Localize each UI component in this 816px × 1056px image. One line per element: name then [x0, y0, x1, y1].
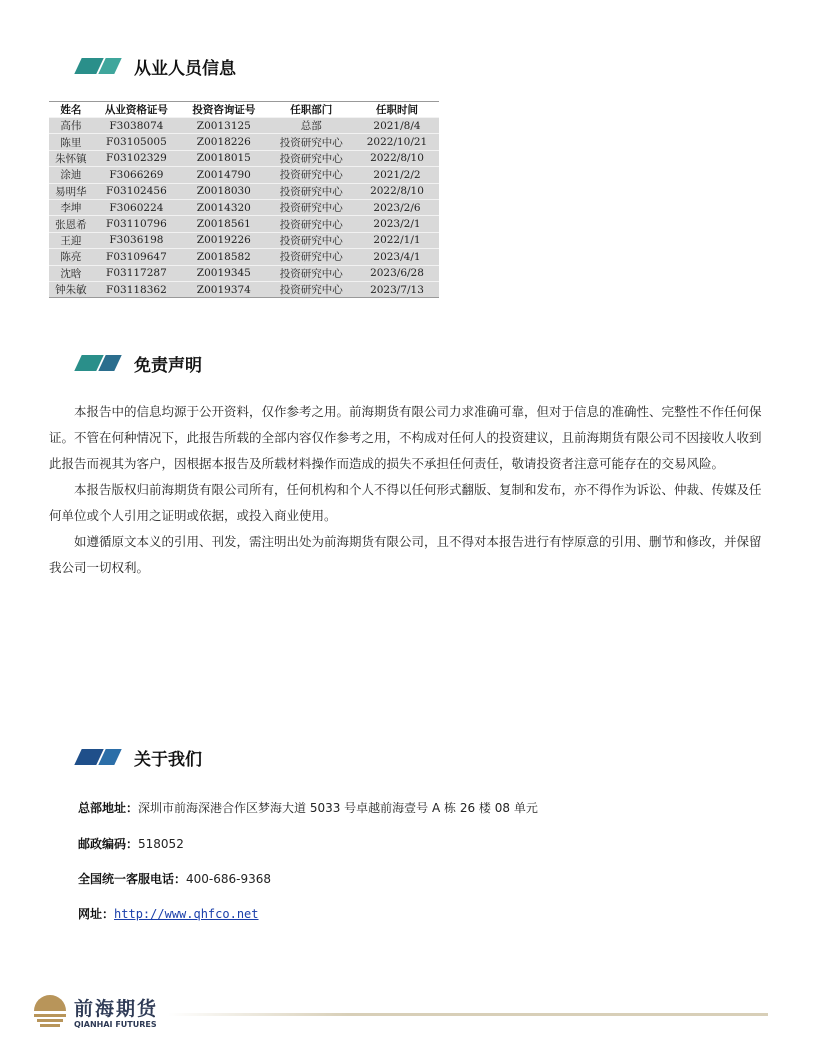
table-cell: 投资研究中心	[268, 249, 355, 265]
table-row	[49, 249, 439, 265]
section-title: 免责声明	[134, 355, 202, 376]
section-stripes-icon	[78, 58, 122, 74]
table-body	[49, 118, 439, 298]
column-header: 从业资格证号	[93, 102, 180, 118]
table-cell: 朱怀镇	[49, 150, 93, 166]
table-cell: 2022/8/10	[355, 183, 439, 199]
phone-label: 全国统一客服电话：	[78, 872, 187, 886]
table-cell: 沈晗	[49, 265, 93, 281]
table-cell: 易明华	[49, 183, 93, 199]
table-cell: Z0018226	[180, 134, 267, 150]
table-row	[49, 183, 439, 199]
disclaimer-text	[49, 399, 769, 581]
phone-value: 400-686-9368	[186, 872, 272, 886]
table-cell: 投资研究中心	[268, 167, 355, 183]
address-label: 总部地址：	[78, 801, 139, 815]
table-cell: F03117287	[93, 265, 180, 281]
table-cell: 2022/8/10	[355, 150, 439, 166]
staff-section-header	[78, 54, 236, 78]
website-line	[78, 905, 259, 922]
table-row	[49, 118, 439, 134]
table-cell: 投资研究中心	[268, 281, 355, 297]
table-cell: 总部	[268, 118, 355, 134]
table-cell: F03102329	[93, 150, 180, 166]
column-header: 姓名	[49, 102, 93, 118]
table-cell: Z0019345	[180, 265, 267, 281]
table-cell: Z0013125	[180, 118, 267, 134]
table-cell: 陈亮	[49, 249, 93, 265]
table-cell: 投资研究中心	[268, 150, 355, 166]
table-cell: 2023/4/1	[355, 249, 439, 265]
table-cell: 2023/2/1	[355, 216, 439, 232]
column-header: 任职时间	[355, 102, 439, 118]
company-logo	[28, 993, 168, 1033]
table-cell: F03118362	[93, 281, 180, 297]
table-row	[49, 265, 439, 281]
table-cell: 2022/10/21	[355, 134, 439, 150]
table-cell: 2022/1/1	[355, 232, 439, 248]
table-cell: F3066269	[93, 167, 180, 183]
postal-value: 518052	[138, 837, 184, 851]
table-cell: 王迎	[49, 232, 93, 248]
section-title: 关于我们	[134, 749, 202, 770]
table-cell: 2023/2/6	[355, 199, 439, 215]
table-cell: 投资研究中心	[268, 199, 355, 215]
about-section-header	[78, 745, 202, 769]
table-header-row	[49, 102, 439, 118]
section-stripes-icon	[78, 355, 122, 371]
staff-table	[49, 101, 439, 298]
table-cell: F3038074	[93, 118, 180, 134]
table-cell: 张恩希	[49, 216, 93, 232]
disclaimer-section-header	[78, 351, 202, 375]
logo-en-text: QIANHAI FUTURES	[74, 1020, 157, 1029]
address-line	[78, 799, 538, 816]
table-cell: 2023/6/28	[355, 265, 439, 281]
logo-emblem-icon	[28, 993, 72, 1033]
logo-cn-text: 前海期货	[74, 998, 159, 1020]
table-cell: F3060224	[93, 199, 180, 215]
address-value: 深圳市前海深港合作区梦海大道 5033 号卓越前海壹号 A 栋 26 楼 08 单元	[138, 801, 538, 815]
table-row	[49, 232, 439, 248]
table-cell: 钟朱敏	[49, 281, 93, 297]
phone-line	[78, 870, 271, 887]
table-row	[49, 167, 439, 183]
table-cell: 2023/7/13	[355, 281, 439, 297]
column-header: 任职部门	[268, 102, 355, 118]
table-cell: Z0018015	[180, 150, 267, 166]
disclaimer-paragraph: 本报告中的信息均源于公开资料，仅作参考之用。前海期货有限公司力求准确可靠，但对于信息的准确性、完整性不作任何保证。不管在何种情况下，此报告所载的全部内容仅作参考之用，不构成对任何人的投资建议，且前海期货有限公司不因接收人收到此报告而视其为客户，因根据本报告及所载材料操作而造成的损失不承担任何责任，敬请投资者注意可能存在的交易风险。	[49, 404, 762, 471]
table-cell: 李坤	[49, 199, 93, 215]
table-cell: 投资研究中心	[268, 232, 355, 248]
table-row	[49, 199, 439, 215]
website-link[interactable]: http://www.qhfco.net	[114, 907, 259, 921]
table-cell: Z0019226	[180, 232, 267, 248]
footer-divider	[168, 1013, 768, 1016]
table-cell: 投资研究中心	[268, 134, 355, 150]
table-cell: F03109647	[93, 249, 180, 265]
table-cell: Z0018582	[180, 249, 267, 265]
postal-label: 邮政编码：	[78, 837, 139, 851]
table-cell: 2021/2/2	[355, 167, 439, 183]
table-cell: 涂迪	[49, 167, 93, 183]
column-header: 投资咨询证号	[180, 102, 267, 118]
table-row	[49, 216, 439, 232]
table-cell: F3036198	[93, 232, 180, 248]
table-cell: Z0019374	[180, 281, 267, 297]
section-title: 从业人员信息	[134, 58, 236, 79]
table-cell: Z0014790	[180, 167, 267, 183]
website-label: 网址：	[78, 907, 115, 921]
table-cell: F03110796	[93, 216, 180, 232]
disclaimer-paragraph: 如遵循原文本义的引用、刊发，需注明出处为前海期货有限公司，且不得对本报告进行有悖原意的引用、删节和修改，并保留我公司一切权利。	[49, 534, 762, 575]
table-cell: Z0018030	[180, 183, 267, 199]
table-cell: 2021/8/4	[355, 118, 439, 134]
postal-line	[78, 835, 184, 852]
section-stripes-icon	[78, 749, 122, 765]
table-cell: F03102456	[93, 183, 180, 199]
table-row	[49, 134, 439, 150]
table-cell: 陈里	[49, 134, 93, 150]
table-cell: Z0018561	[180, 216, 267, 232]
table-cell: Z0014320	[180, 199, 267, 215]
table-cell: F03105005	[93, 134, 180, 150]
table-cell: 投资研究中心	[268, 265, 355, 281]
table-cell: 投资研究中心	[268, 183, 355, 199]
table-row	[49, 281, 439, 297]
table-cell: 高伟	[49, 118, 93, 134]
table-cell: 投资研究中心	[268, 216, 355, 232]
table-row	[49, 150, 439, 166]
disclaimer-paragraph: 本报告版权归前海期货有限公司所有，任何机构和个人不得以任何形式翻版、复制和发布，亦不得作为诉讼、仲裁、传媒及任何单位或个人引用之证明或依据，或投入商业使用。	[49, 482, 762, 523]
